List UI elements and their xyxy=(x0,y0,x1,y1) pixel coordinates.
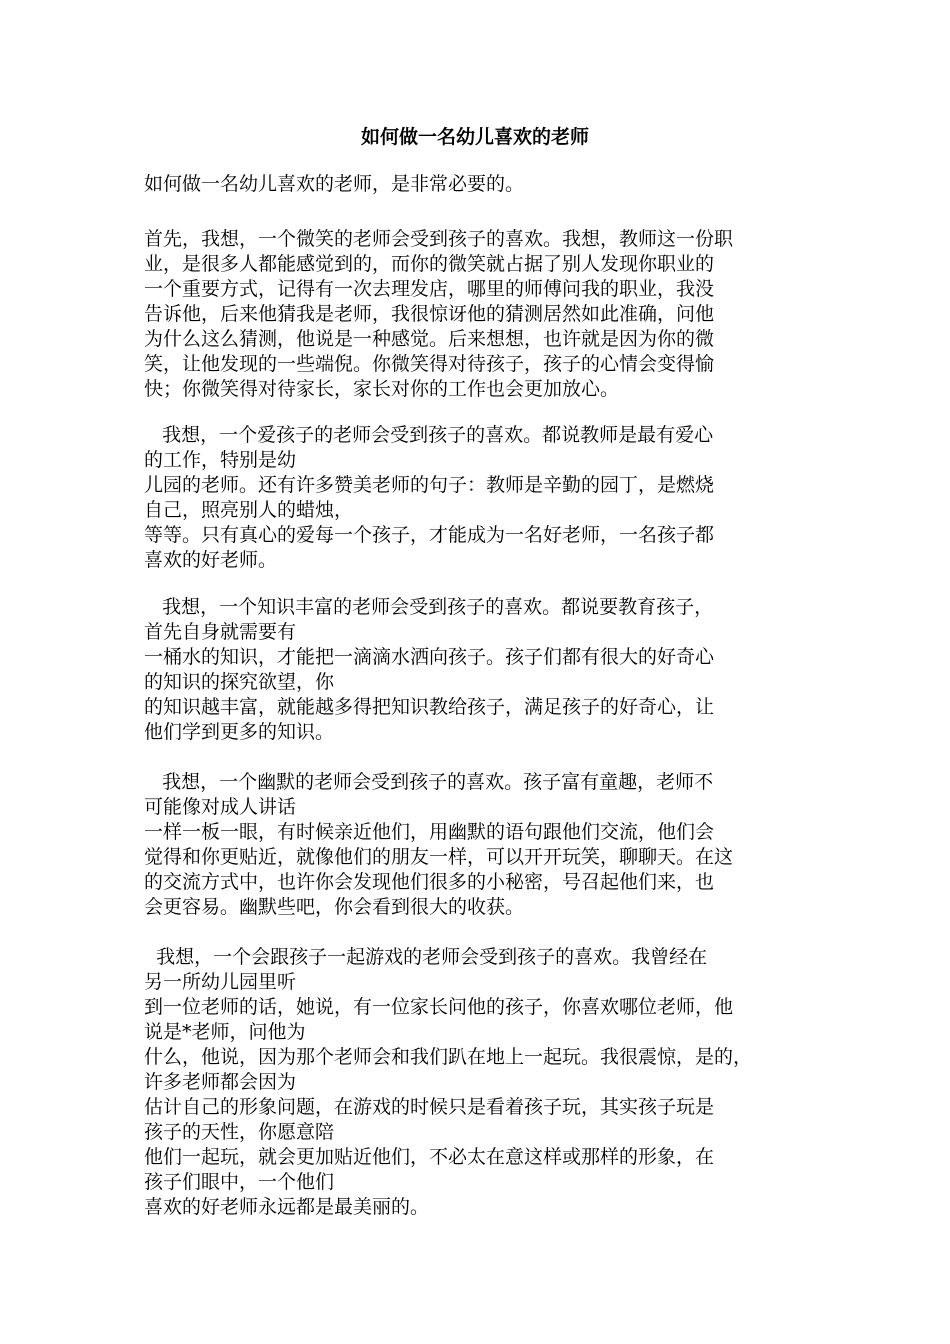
document-title: 如何做一名幼儿喜欢的老师 xyxy=(360,126,589,148)
text-line: 到一位老师的话，她说，有一位家长问他的孩子，你喜欢哪位老师，他 xyxy=(144,996,734,1018)
text-line: 我想，一个爱孩子的老师会受到孩子的喜欢。都说教师是最有爱心 xyxy=(144,424,714,446)
text-line: 业，是很多人都能感觉到的，而你的微笑就占据了别人发现你职业的 xyxy=(144,253,715,275)
text-line: 另一所幼儿园里听 xyxy=(144,971,297,993)
text-line: 自己，照亮别人的蜡烛， xyxy=(144,499,354,521)
text-line: 笑，让他发现的一些端倪。你微笑得对待孩子，孩子的心情会变得愉 xyxy=(144,353,715,375)
text-line: 他们一起玩，就会更加贴近他们，不必太在意这样或那样的形象，在 xyxy=(144,1146,715,1168)
text-line: 的知识的探究欲望，你 xyxy=(144,671,335,693)
text-line: 我想，一个会跟孩子一起游戏的老师会受到孩子的喜欢。我曾经在 xyxy=(144,946,708,968)
text-line: 估计自己的形象问题，在游戏的时候只是看着孩子玩，其实孩子玩是 xyxy=(144,1096,715,1118)
text-line: 许多老师都会因为 xyxy=(144,1071,297,1093)
text-line: 如何做一名幼儿喜欢的老师，是非常必要的。 xyxy=(144,173,525,195)
text-line: 什么，他说，因为那个老师会和我们趴在地上一起玩。我很震惊，是的， xyxy=(144,1046,753,1068)
text-line: 我想，一个知识丰富的老师会受到孩子的喜欢。都说要教育孩子， xyxy=(144,596,714,618)
text-line: 告诉他，后来他猜我是老师，我很惊讶他的猜测居然如此准确，问他 xyxy=(144,303,715,325)
text-line: 首先自身就需要有 xyxy=(144,621,297,643)
text-line: 的工作，特别是幼 xyxy=(144,449,297,471)
text-line: 说是*老师，问他为 xyxy=(144,1021,306,1043)
text-line: 孩子的天性，你愿意陪 xyxy=(144,1121,335,1143)
text-line: 儿园的老师。还有许多赞美老师的句子：教师是辛勤的园丁，是燃烧 xyxy=(144,474,715,496)
text-line: 的知识越丰富，就能越多得把知识教给孩子，满足孩子的好奇心，让 xyxy=(144,696,715,718)
text-line: 会更容易。幽默些吧，你会看到很大的收获。 xyxy=(144,896,525,918)
text-line: 一桶水的知识，才能把一滴滴水洒向孩子。孩子们都有很大的好奇心 xyxy=(144,646,715,668)
text-line: 我想，一个幽默的老师会受到孩子的喜欢。孩子富有童趣，老师不 xyxy=(144,771,714,793)
text-line: 觉得和你更贴近，就像他们的朋友一样，可以开开玩笑，聊聊天。在这 xyxy=(144,846,734,868)
text-line: 喜欢的好老师永远都是最美丽的。 xyxy=(144,1196,430,1218)
text-line: 首先，我想，一个微笑的老师会受到孩子的喜欢。我想，教师这一份职 xyxy=(144,228,734,250)
text-line: 一个重要方式，记得有一次去理发店，哪里的师傅问我的职业，我没 xyxy=(144,278,715,300)
text-line: 快；你微笑得对待家长，家长对你的工作也会更加放心。 xyxy=(144,378,620,400)
text-line: 的交流方式中，也许你会发现他们很多的小秘密，号召起他们来，也 xyxy=(144,871,715,893)
text-line: 等等。只有真心的爱每一个孩子，才能成为一名好老师，一名孩子都 xyxy=(144,524,715,546)
text-line: 喜欢的好老师。 xyxy=(144,549,278,571)
text-line: 一样一板一眼，有时候亲近他们，用幽默的语句跟他们交流，他们会 xyxy=(144,821,715,843)
text-line: 孩子们眼中，一个他们 xyxy=(144,1171,335,1193)
text-line: 为什么这么猜测，他说是一种感觉。后来想想，也许就是因为你的微 xyxy=(144,328,715,350)
text-line: 可能像对成人讲话 xyxy=(144,796,297,818)
text-line: 他们学到更多的知识。 xyxy=(144,721,335,743)
